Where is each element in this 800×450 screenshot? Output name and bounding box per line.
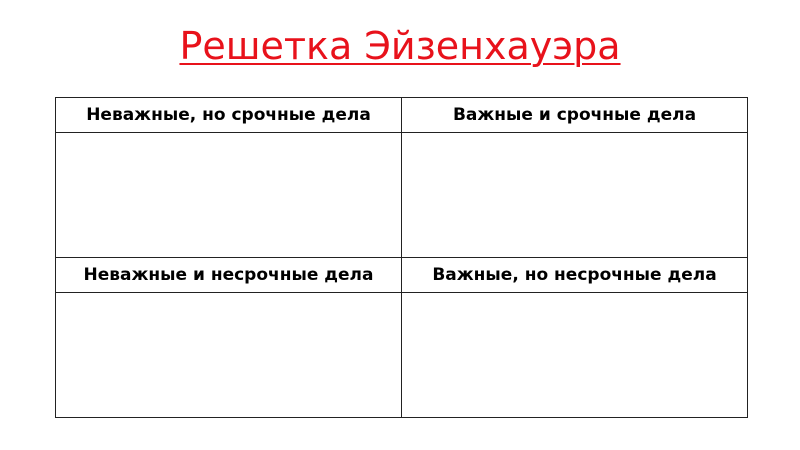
quadrant-header-important-not-urgent: Важные, но несрочные дела (402, 257, 748, 292)
quadrant-cell-unimportant-not-urgent (56, 293, 402, 418)
table-row-bottom-bodies (56, 293, 748, 418)
quadrant-header-unimportant-not-urgent: Неважные и несрочные дела (56, 257, 402, 292)
quadrant-cell-important-urgent (402, 133, 748, 258)
table-row-bottom-headers (56, 257, 748, 292)
quadrant-cell-unimportant-urgent (56, 133, 402, 258)
eisenhower-matrix-table (55, 97, 748, 418)
page-title: Решетка Эйзенхауэра (179, 24, 621, 68)
table-row-top-bodies (56, 133, 748, 258)
quadrant-header-unimportant-urgent: Неважные, но срочные дела (56, 98, 402, 133)
quadrant-header-important-urgent: Важные и срочные дела (402, 98, 748, 133)
quadrant-cell-important-not-urgent (402, 293, 748, 418)
table-row-top-headers (56, 98, 748, 133)
